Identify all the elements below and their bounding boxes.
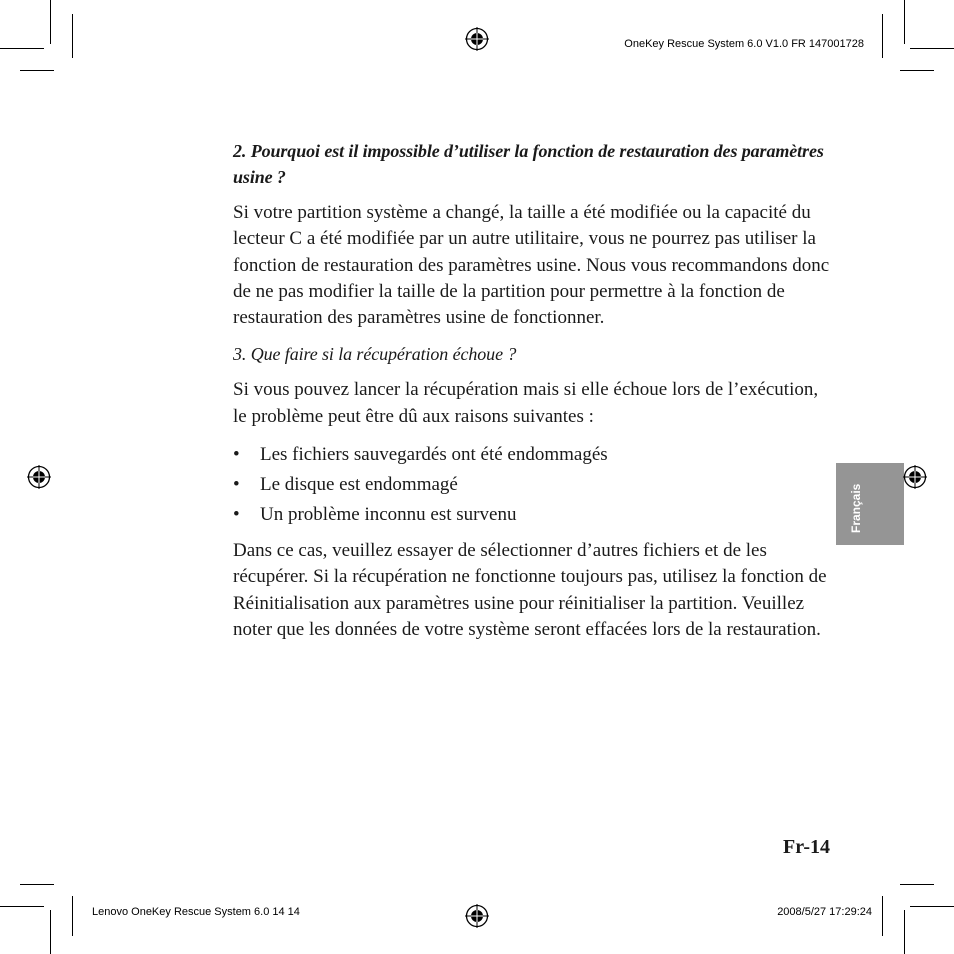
crop-mark — [904, 910, 905, 954]
crop-mark — [900, 884, 934, 885]
page-content — [233, 138, 833, 653]
bullet-icon: • — [233, 474, 240, 496]
list-item — [233, 500, 833, 530]
footer-right-slug: 2008/5/27 17:29:24 — [777, 906, 872, 918]
crop-mark — [0, 906, 44, 907]
registration-mark-icon — [465, 27, 489, 51]
bullet-icon: • — [233, 504, 240, 526]
list-item — [233, 470, 833, 500]
crop-mark — [904, 0, 905, 44]
header-slug: OneKey Rescue System 6.0 V1.0 FR 147001728 — [624, 38, 864, 50]
registration-mark-icon — [903, 465, 927, 489]
list-item-text: Un problème inconnu est survenu — [260, 504, 517, 526]
bullet-icon: • — [233, 444, 240, 466]
language-tab — [836, 463, 904, 545]
crop-mark — [910, 906, 954, 907]
page-number: Fr-14 — [782, 836, 830, 858]
crop-mark — [20, 884, 54, 885]
crop-mark — [50, 910, 51, 954]
answer-intro: Si vous pouvez lancer la récupération mais si elle échoue lors de l’exécution, le problème peut être dû aux raisons suivantes : — [233, 379, 819, 427]
reasons-list — [233, 440, 833, 530]
crop-mark — [0, 48, 44, 49]
crop-mark — [900, 70, 934, 71]
answer-conclusion: Dans ce cas, veuillez essayer de sélectionner d’autres fichiers et de les récupérer. Si la récupération ne fonctionne toujours pas, utilisez la fonction de Réinitialisation aux paramètres usine pour réinitialiser la partition. Veuillez noter que les données de votre système seront effacées lors de la restauration. — [233, 540, 827, 640]
registration-mark-icon — [27, 465, 51, 489]
registration-mark-icon — [465, 904, 489, 928]
answer-paragraph: Si votre partition système a changé, la taille a été modifiée ou la capacité du lecteur C a été modifiée par un autre utilitaire, vous ne pourrez pas utiliser la fonction de restauration des paramètres usine. Nous vous recommandons donc de ne pas modifier la taille de la partition pour permettre à la fonction de restauration des paramètres usine de fonctionner. — [233, 202, 830, 329]
question-heading: 3. Que faire si la récupération échoue ? — [233, 344, 517, 365]
crop-mark — [72, 14, 73, 58]
crop-mark — [882, 896, 883, 936]
list-item — [233, 440, 833, 470]
crop-mark — [882, 14, 883, 58]
crop-mark — [20, 70, 54, 71]
list-item-text: Les fichiers sauvegardés ont été endommagés — [260, 444, 608, 466]
question-heading: 2. Pourquoi est il impossible d’utiliser la fonction de restauration des paramètres usine ? — [233, 141, 824, 187]
footer-left-slug: Lenovo OneKey Rescue System 6.0 14 14 — [92, 906, 300, 918]
language-tab-label: Français — [849, 483, 863, 533]
crop-mark — [50, 0, 51, 44]
list-item-text: Le disque est endommagé — [260, 474, 458, 496]
crop-mark — [72, 896, 73, 936]
crop-mark — [910, 48, 954, 49]
